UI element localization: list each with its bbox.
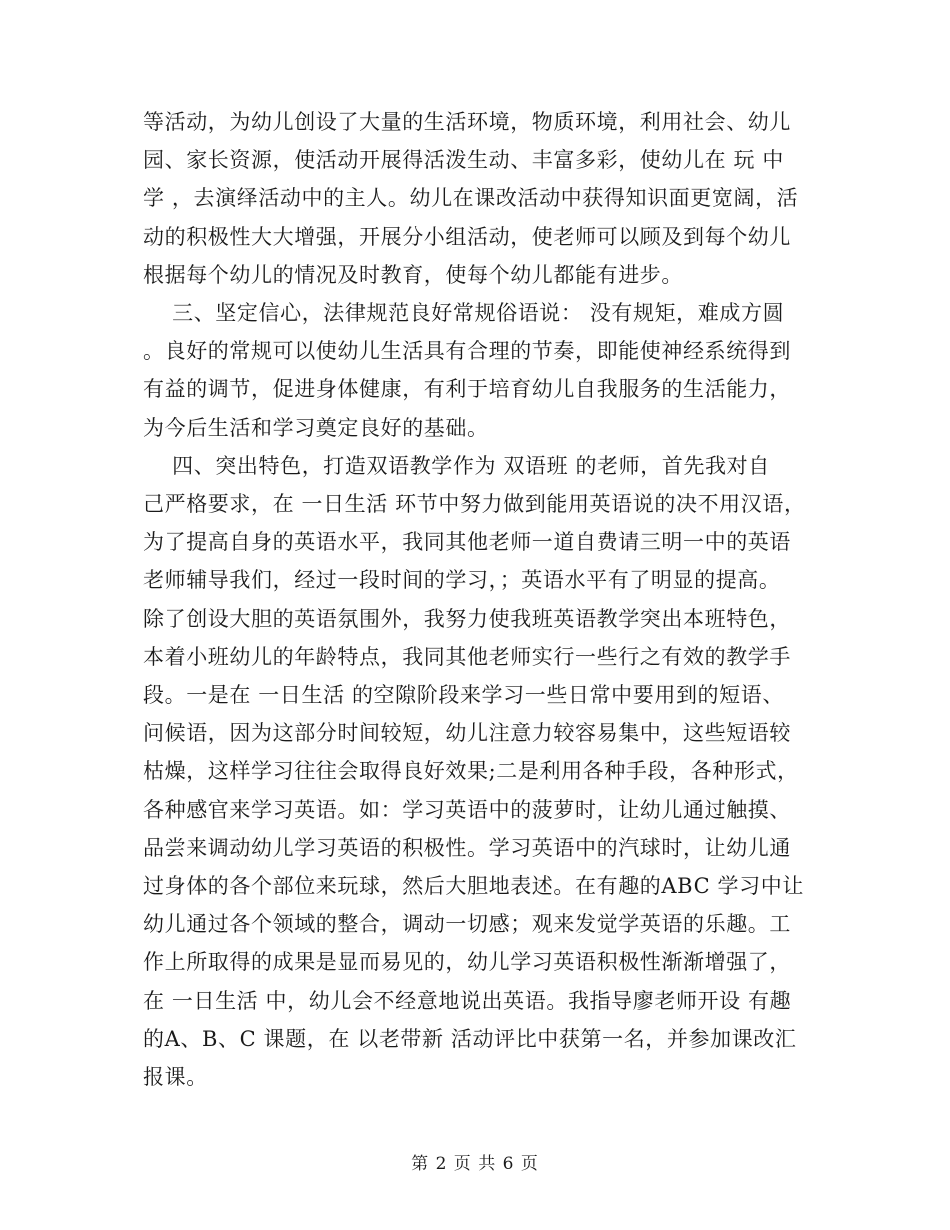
text-line: 为了提高自身的英语水平，我同其他老师一道自费请三明一中的英语 xyxy=(143,530,791,554)
text-line: 园、家长资源，使活动开展得活泼生动、丰富多彩，使幼儿在 玩 中 xyxy=(143,148,784,172)
text-line: 为今后生活和学习奠定良好的基础。 xyxy=(143,416,489,440)
text-line: 幼儿通过各个领域的整合，调动一切感；观来发觉学英语的乐趣。工 xyxy=(143,912,791,936)
text-line: 。良好的常规可以使幼儿生活具有合理的节奏，即能使神经系统得到 xyxy=(143,339,791,363)
text-line: 动的积极性大大增强，开展分小组活动，使老师可以顾及到每个幼儿 xyxy=(143,225,791,249)
text-line: 除了创设大胆的英语氛围外，我努力使我班英语教学突出本班特色， xyxy=(143,607,791,631)
text-line: 在 一日生活 中，幼儿会不经意地说出英语。我指导廖老师开设 有趣 xyxy=(143,989,792,1013)
text-line: 段。一是在 一日生活 的空隙阶段来学习一些日常中要用到的短语、 xyxy=(143,683,784,707)
text-line: 等活动，为幼儿创设了大量的生活环境，物质环境，利用社会、幼儿 xyxy=(143,110,791,134)
text-line: 各种感官来学习英语。如：学习英语中的菠萝时，让幼儿通过触摸、 xyxy=(143,798,791,822)
text-line: 老师辅导我们，经过一段时间的学习，；英语水平有了明显的提高。 xyxy=(143,568,781,592)
text-line: 过身体的各个部位来玩球，然后大胆地表述。在有趣的ABC 学习中让 xyxy=(143,874,804,898)
text-line: 报课。 xyxy=(143,1065,208,1089)
text-line: 己严格要求，在 一日生活 环节中努力做到能用英语说的决不用汉语， xyxy=(143,492,806,516)
text-line: 本着小班幼儿的年龄特点，我同其他老师实行一些行之有效的教学手 xyxy=(143,645,791,669)
page-footer: 第 2 页 共 6 页 xyxy=(411,1154,539,1174)
text-line: 四、突出特色，打造双语教学作为 双语班 的老师，首先我对自 xyxy=(143,454,770,478)
text-line: 的A、B、C 课题，在 以老带新 活动评比中获第一名，并参加课改汇 xyxy=(143,1027,797,1051)
text-line: 根据每个幼儿的情况及时教育，使每个幼儿都能有进步。 xyxy=(143,263,683,287)
text-line: 品尝来调动幼儿学习英语的积极性。学习英语中的汽球时，让幼儿通 xyxy=(143,836,791,860)
text-line: 有益的调节，促进身体健康，有利于培育幼儿自我服务的生活能力， xyxy=(143,377,791,401)
text-line: 枯燥，这样学习往往会取得良好效果;二是利用各种手段，各种形式， xyxy=(143,759,799,783)
text-line: 三、坚定信心，法律规范良好常规俗语说： 没有规矩，难成方圆 xyxy=(143,301,785,325)
text-line: 学 ，去演绎活动中的主人。幼儿在课改活动中获得知识面更宽阔，活 xyxy=(143,186,799,210)
text-line: 作上所取得的成果是显而易见的，幼儿学习英语积极性渐渐增强了， xyxy=(143,950,791,974)
text-line: 问候语，因为这部分时间较短，幼儿注意力较容易集中，这些短语较 xyxy=(143,721,791,745)
